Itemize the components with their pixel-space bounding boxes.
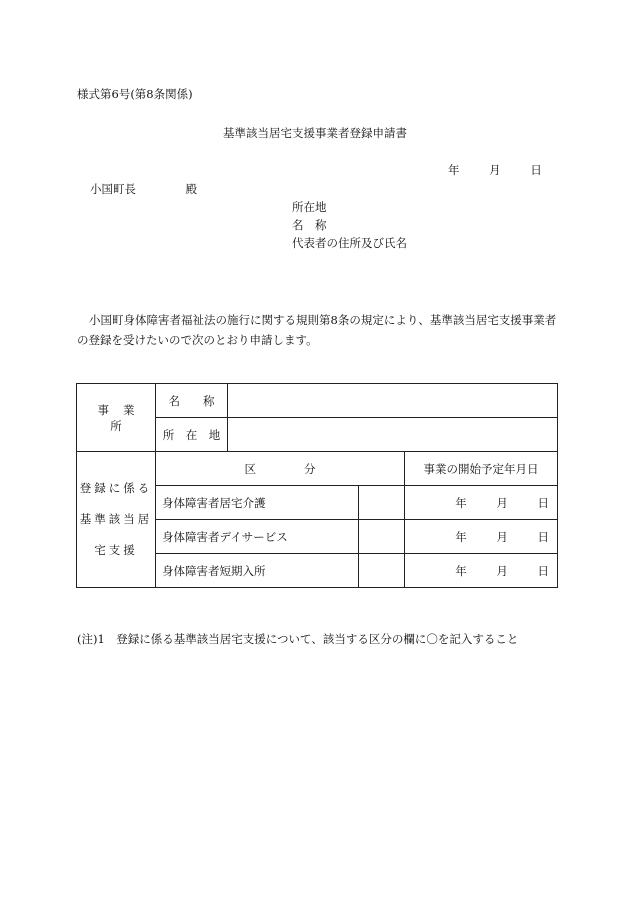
office-name-row bbox=[77, 384, 558, 418]
date-day-label: 日 bbox=[530, 163, 542, 177]
month-label: 月 bbox=[496, 563, 508, 578]
applicant-representative-label: 代表者の住所及び氏名 bbox=[292, 236, 407, 250]
applicant-location-label: 所在地 bbox=[292, 200, 327, 214]
date-year-label: 年 bbox=[448, 163, 460, 177]
addressee-name: 小国町長 bbox=[90, 182, 136, 196]
service-header-row bbox=[77, 452, 558, 486]
year-label: 年 bbox=[455, 495, 467, 510]
service-name: 身体障害者デイサービス bbox=[156, 520, 359, 554]
registered-service-label-line: 基準該当居 bbox=[79, 512, 153, 526]
start-date-header: 事業の開始予定年月日 bbox=[405, 452, 558, 486]
office-name-field[interactable] bbox=[228, 384, 558, 418]
date-month-label: 月 bbox=[489, 163, 501, 177]
office-name-label: 名 称 bbox=[156, 384, 228, 418]
document-title: 基準該当居宅支援事業者登録申請書 bbox=[223, 126, 407, 140]
addressee bbox=[90, 181, 197, 197]
registered-service-label-line: 登録に係る bbox=[79, 481, 153, 495]
applicant-name-label: 名 称 bbox=[292, 218, 327, 232]
day-label: 日 bbox=[537, 495, 550, 510]
footnote: (注)1 登録に係る基準該当居宅支援について、該当する区分の欄に〇を記入すること bbox=[77, 632, 519, 646]
day-label: 日 bbox=[537, 529, 550, 544]
kubun-header-char: 分 bbox=[304, 461, 316, 476]
applicant-block bbox=[292, 198, 407, 252]
addressee-honorific: 殿 bbox=[185, 182, 198, 196]
service-name: 身体障害者短期入所 bbox=[156, 554, 359, 588]
registered-service-label bbox=[77, 452, 156, 588]
registered-service-label-line: 宅支援 bbox=[94, 543, 138, 557]
office-location-label: 所 在 地 bbox=[156, 418, 228, 452]
day-label: 日 bbox=[537, 563, 550, 578]
service-mark-cell[interactable] bbox=[359, 520, 405, 554]
registration-table bbox=[76, 383, 558, 588]
office-location-field[interactable] bbox=[228, 418, 558, 452]
office-label: 事業所 bbox=[77, 384, 156, 452]
service-start-date[interactable] bbox=[405, 554, 558, 588]
application-date bbox=[448, 162, 542, 178]
service-start-date[interactable] bbox=[405, 486, 558, 520]
service-mark-cell[interactable] bbox=[359, 554, 405, 588]
year-label: 年 bbox=[455, 563, 467, 578]
service-mark-cell[interactable] bbox=[359, 486, 405, 520]
service-name: 身体障害者居宅介護 bbox=[156, 486, 359, 520]
form-number: 様式第6号(第8条関係) bbox=[77, 87, 193, 101]
service-start-date[interactable] bbox=[405, 520, 558, 554]
month-label: 月 bbox=[496, 529, 508, 544]
application-statement: 小国町身体障害者福祉法の施行に関する規則第8条の規定により、基準該当居宅支援事業者の登録を受けたいので次のとおり申請します。 bbox=[77, 313, 557, 347]
month-label: 月 bbox=[496, 495, 508, 510]
year-label: 年 bbox=[455, 529, 467, 544]
kubun-header-char: 区 bbox=[244, 461, 256, 476]
kubun-header bbox=[156, 452, 405, 486]
